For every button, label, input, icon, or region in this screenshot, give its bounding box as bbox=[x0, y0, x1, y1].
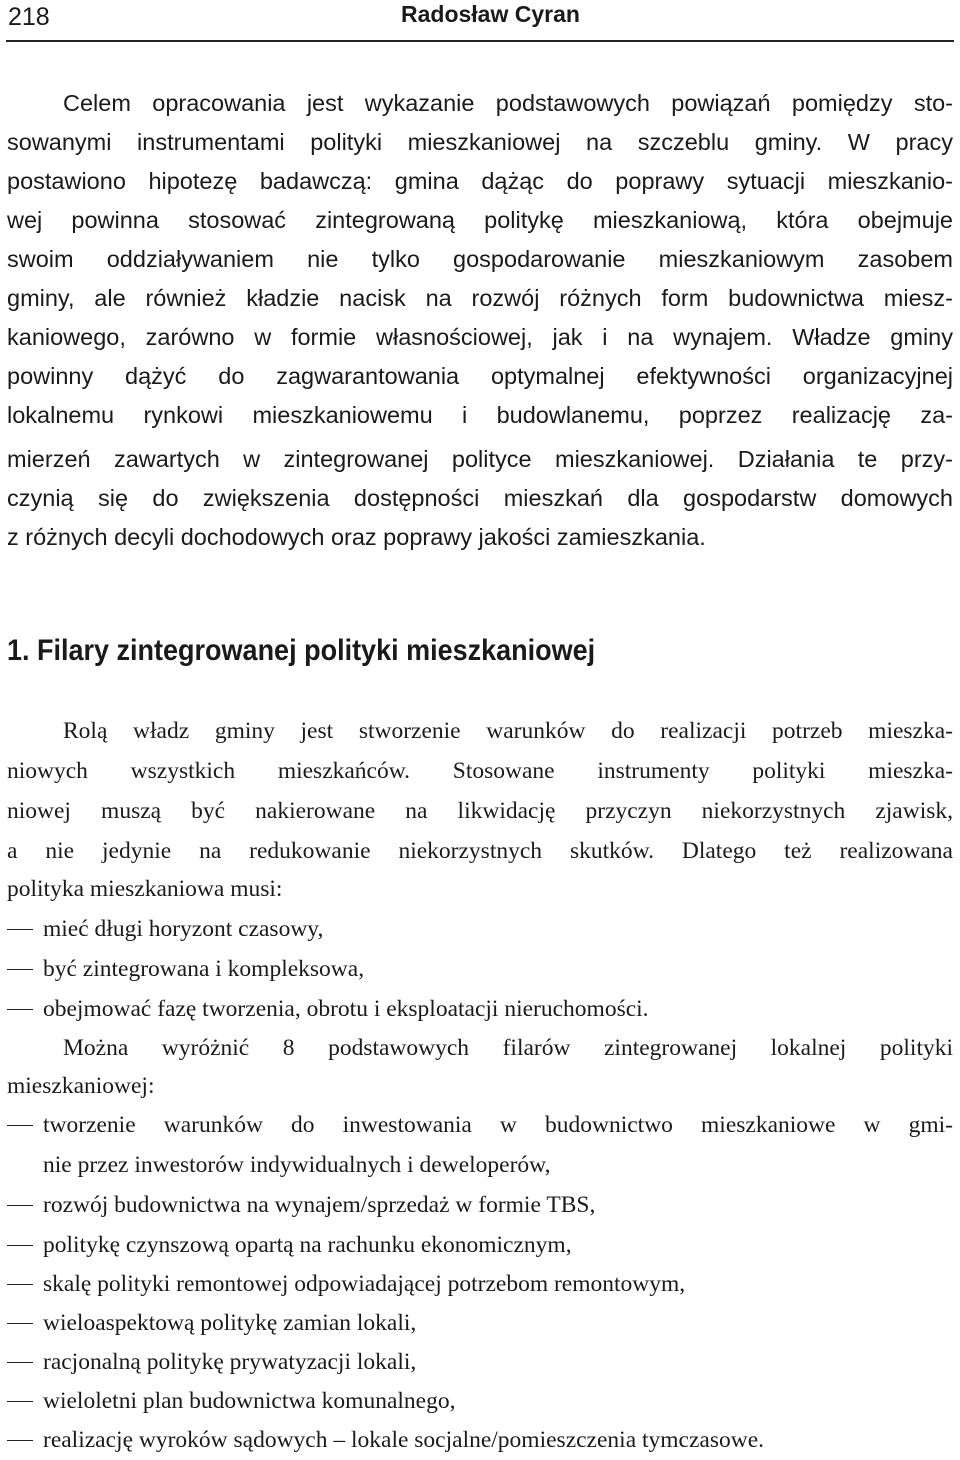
list-item: tworzenie warunków do inwestowania w budownictwo mieszkaniowe w gmi- bbox=[43, 1112, 953, 1138]
list-item: być zintegrowana i kompleksowa, bbox=[43, 956, 365, 982]
page-header bbox=[6, 0, 954, 42]
text-line: a nie jedynie na redukowanie niekorzystnych skutków. Dlatego też realizowana bbox=[7, 838, 953, 864]
dash-bullet-icon bbox=[7, 1362, 33, 1363]
text-line: czynią się do zwiększenia dostępności mieszkań dla gospodarstw domowych bbox=[7, 485, 953, 511]
text-line: Rolą władz gminy jest stworzenie warunków do realizacji potrzeb mieszka- bbox=[63, 718, 953, 744]
list-item-continuation: nie przez inwestorów indywidualnych i deweloperów, bbox=[43, 1152, 551, 1178]
dash-bullet-icon bbox=[7, 1323, 33, 1324]
list-item: politykę czynszową opartą na rachunku ekonomicznym, bbox=[43, 1232, 572, 1258]
list-item: wieloletni plan budownictwa komunalnego, bbox=[43, 1388, 456, 1414]
text-line: polityka mieszkaniowa musi: bbox=[7, 876, 283, 902]
text-line: niowych wszystkich mieszkańców. Stosowane instrumenty polityki mieszka- bbox=[7, 758, 953, 784]
dash-bullet-icon bbox=[7, 1009, 33, 1010]
text-line: lokalnemu rynkowi mieszkaniowemu i budowlanemu, poprzez realizację za- bbox=[7, 402, 953, 428]
text-line: wej powinna stosować zintegrowaną politykę mieszkaniową, która obejmuje bbox=[7, 207, 953, 233]
dash-bullet-icon bbox=[7, 1284, 33, 1285]
dash-bullet-icon bbox=[7, 1401, 33, 1402]
text-line: z różnych decyli dochodowych oraz poprawy jakości zamieszkania. bbox=[7, 524, 706, 550]
text-line: sowanymi instrumentami polityki mieszkaniowej na szczeblu gminy. W pracy bbox=[7, 129, 953, 155]
dash-bullet-icon bbox=[7, 1440, 33, 1441]
list-item: realizację wyroków sądowych – lokale socjalne/pomieszczenia tymczasowe. bbox=[43, 1427, 765, 1453]
text-line: Celem opracowania jest wykazanie podstawowych powiązań pomiędzy sto- bbox=[63, 90, 953, 116]
list-item: mieć długi horyzont czasowy, bbox=[43, 916, 324, 942]
text-line: kaniowego, zarówno w formie własnościowej, jak i na wynajem. Władze gminy bbox=[7, 324, 953, 350]
list-item: racjonalną politykę prywatyzacji lokali, bbox=[43, 1349, 417, 1375]
text-line: swoim oddziaływaniem nie tylko gospodarowanie mieszkaniowym zasobem bbox=[7, 246, 953, 272]
section-heading: 1. Filary zintegrowanej polityki mieszkaniowej bbox=[7, 634, 596, 667]
running-head-author: Radosław Cyran bbox=[401, 1, 580, 27]
dash-bullet-icon bbox=[7, 1125, 33, 1126]
text-line: niowej muszą być nakierowane na likwidację przyczyn niekorzystnych zjawisk, bbox=[7, 798, 953, 824]
dash-bullet-icon bbox=[7, 929, 33, 930]
dash-bullet-icon bbox=[7, 969, 33, 970]
list-item: rozwój budownictwa na wynajem/sprzedaż w formie TBS, bbox=[43, 1192, 596, 1218]
page-number: 218 bbox=[8, 3, 50, 31]
text-line: mieszkaniowej: bbox=[7, 1073, 155, 1099]
list-item: obejmować fazę tworzenia, obrotu i eksploatacji nieruchomości. bbox=[43, 996, 649, 1022]
text-line: Można wyróżnić 8 podstawowych filarów zintegrowanej lokalnej polityki bbox=[63, 1035, 953, 1061]
text-line: gminy, ale również kładzie nacisk na rozwój różnych form budownictwa miesz- bbox=[7, 285, 953, 311]
text-line: postawiono hipotezę badawczą: gmina dążąc do poprawy sytuacji mieszkanio- bbox=[7, 168, 953, 194]
list-item: skalę polityki remontowej odpowiadającej potrzebom remontowym, bbox=[43, 1271, 686, 1297]
dash-bullet-icon bbox=[7, 1245, 33, 1246]
text-line: mierzeń zawartych w zintegrowanej polityce mieszkaniowej. Działania te przy- bbox=[7, 446, 953, 472]
text-line: powinny dążyć do zagwarantowania optymalnej efektywności organizacyjnej bbox=[7, 363, 953, 389]
dash-bullet-icon bbox=[7, 1205, 33, 1206]
list-item: wieloaspektową politykę zamian lokali, bbox=[43, 1310, 417, 1336]
